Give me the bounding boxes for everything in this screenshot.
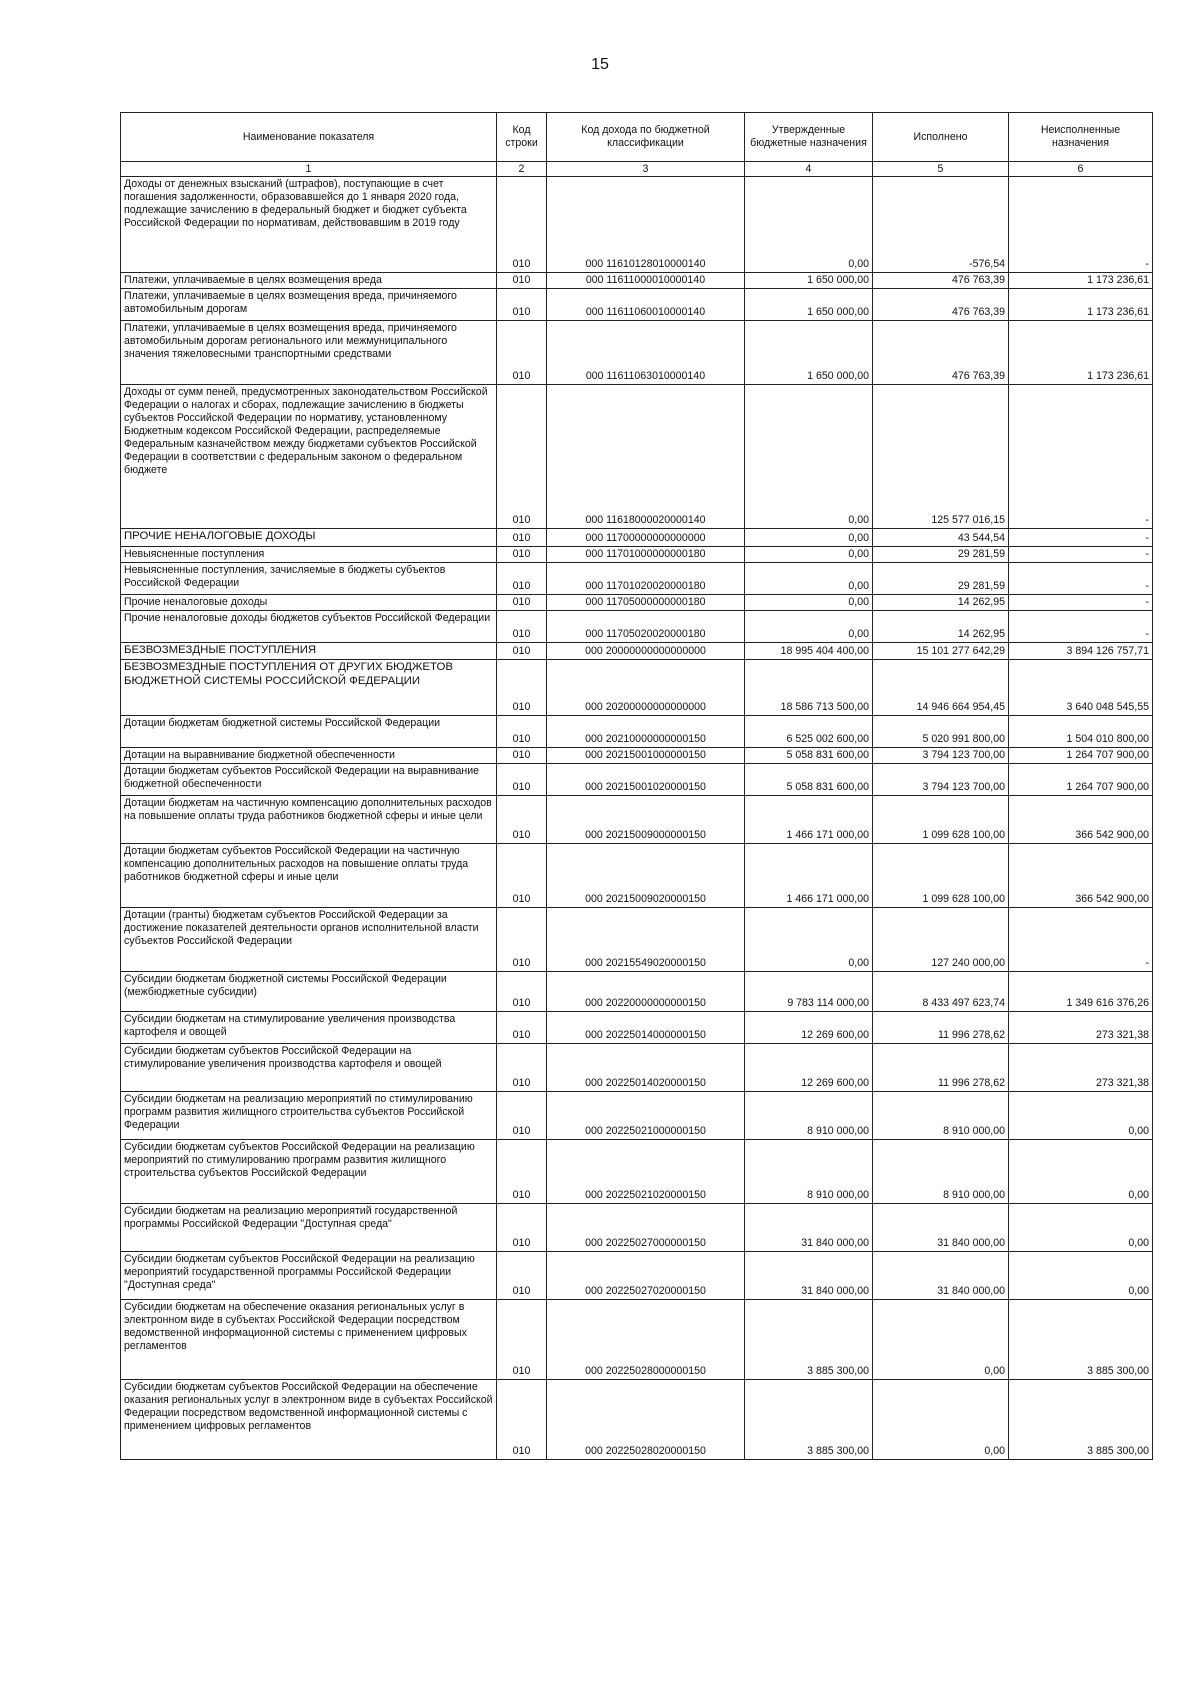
income-code: 000 11611060010000140 [547,289,745,321]
indicator-name: Доходы от сумм пеней, предусмотренных законодательством Российской Федерации о налогах и сборах, подлежащие зачислению в бюджеты субъектов Российской Федерации по нормативу, установленному Бюджетным кодексом Российской Федерации, распределяемые Федеральным казначейством между бюджетами субъектов Российской Федерации в соответствии с федеральным законом о федеральном бюджете [121,385,497,529]
income-code: 000 20215009000000150 [547,796,745,844]
table-row [121,1012,1153,1044]
unexecuted-amount: - [1009,611,1153,643]
income-code: 000 20225014020000150 [547,1044,745,1092]
column-number-row [121,162,1153,177]
column-number: 1 [121,162,497,177]
line-code: 010 [497,529,547,547]
approved-amount: 5 058 831 600,00 [745,764,873,796]
unexecuted-amount: 3 894 126 757,71 [1009,643,1153,660]
executed-amount: 3 794 123 700,00 [873,748,1009,764]
header-line-code: Код строки [497,113,547,162]
table-row [121,844,1153,908]
income-code: 000 20225014000000150 [547,1012,745,1044]
approved-amount: 0,00 [745,177,873,273]
unexecuted-amount: - [1009,908,1153,972]
unexecuted-amount: - [1009,547,1153,563]
approved-amount: 18 586 713 500,00 [745,660,873,716]
executed-amount: 1 099 628 100,00 [873,844,1009,908]
indicator-name: Платежи, уплачиваемые в целях возмещения вреда [121,273,497,289]
executed-amount: 43 544,54 [873,529,1009,547]
column-number: 4 [745,162,873,177]
executed-amount: 29 281,59 [873,563,1009,595]
line-code: 010 [497,563,547,595]
table-row [121,660,1153,716]
table-body [121,177,1153,1460]
indicator-name: Прочие неналоговые доходы [121,595,497,611]
table-header [121,113,1153,177]
indicator-name: Невыясненные поступления, зачисляемые в бюджеты субъектов Российской Федерации [121,563,497,595]
unexecuted-amount: 1 504 010 800,00 [1009,716,1153,748]
line-code: 010 [497,1252,547,1300]
approved-amount: 31 840 000,00 [745,1252,873,1300]
table-row [121,764,1153,796]
unexecuted-amount: 0,00 [1009,1140,1153,1204]
unexecuted-amount: - [1009,385,1153,529]
executed-amount: 3 794 123 700,00 [873,764,1009,796]
line-code: 010 [497,972,547,1012]
indicator-name: Прочие неналоговые доходы бюджетов субъектов Российской Федерации [121,611,497,643]
approved-amount: 1 466 171 000,00 [745,844,873,908]
executed-amount: 0,00 [873,1300,1009,1380]
income-code: 000 11618000020000140 [547,385,745,529]
line-code: 010 [497,660,547,716]
indicator-name: ПРОЧИЕ НЕНАЛОГОВЫЕ ДОХОДЫ [121,529,497,547]
column-number: 6 [1009,162,1153,177]
approved-amount: 0,00 [745,908,873,972]
income-code: 000 11700000000000000 [547,529,745,547]
unexecuted-amount: 273 321,38 [1009,1012,1153,1044]
table-row [121,643,1153,660]
approved-amount: 0,00 [745,563,873,595]
table-row [121,748,1153,764]
indicator-name: Дотации бюджетам субъектов Российской Федерации на выравнивание бюджетной обеспеченности [121,764,497,796]
income-code: 000 20215549020000150 [547,908,745,972]
approved-amount: 12 269 600,00 [745,1012,873,1044]
line-code: 010 [497,385,547,529]
line-code: 010 [497,1300,547,1380]
table-row [121,289,1153,321]
unexecuted-amount: 0,00 [1009,1092,1153,1140]
unexecuted-amount: 366 542 900,00 [1009,796,1153,844]
unexecuted-amount: 3 640 048 545,55 [1009,660,1153,716]
line-code: 010 [497,611,547,643]
executed-amount: 31 840 000,00 [873,1204,1009,1252]
line-code: 010 [497,1012,547,1044]
income-code: 000 11611000010000140 [547,273,745,289]
unexecuted-amount: 1 264 707 900,00 [1009,748,1153,764]
line-code: 010 [497,1140,547,1204]
income-code: 000 20225028020000150 [547,1380,745,1460]
column-number: 5 [873,162,1009,177]
line-code: 010 [497,796,547,844]
indicator-name: Субсидии бюджетам субъектов Российской Федерации на реализацию мероприятий по стимулированию программ развития жилищного строительства субъектов Российской Федерации [121,1140,497,1204]
table-row [121,595,1153,611]
line-code: 010 [497,643,547,660]
executed-amount: 14 946 664 954,45 [873,660,1009,716]
income-code: 000 11611063010000140 [547,321,745,385]
line-code: 010 [497,321,547,385]
table-row [121,273,1153,289]
indicator-name: Доходы от денежных взысканий (штрафов), поступающие в счет погашения задолженности, образовавшейся до 1 января 2020 года, подлежащие зачислению в федеральный бюджет и бюджет субъекта Российской Федерации по нормативам, действовавшим в 2019 году [121,177,497,273]
indicator-name: Субсидии бюджетам на обеспечение оказания региональных услуг в электронном виде в субъектах Российской Федерации посредством ведомственной информационной системы с применением цифровых регламентов [121,1300,497,1380]
column-number: 3 [547,162,745,177]
approved-amount: 0,00 [745,529,873,547]
income-code: 000 11701000000000180 [547,547,745,563]
table-row [121,321,1153,385]
income-code: 000 20210000000000150 [547,716,745,748]
indicator-name: БЕЗВОЗМЕЗДНЫЕ ПОСТУПЛЕНИЯ ОТ ДРУГИХ БЮДЖЕТОВ БЮДЖЕТНОЙ СИСТЕМЫ РОССИЙСКОЙ ФЕДЕРАЦИИ [121,660,497,716]
unexecuted-amount: 0,00 [1009,1204,1153,1252]
line-code: 010 [497,716,547,748]
executed-amount: 29 281,59 [873,547,1009,563]
approved-amount: 8 910 000,00 [745,1092,873,1140]
approved-amount: 0,00 [745,547,873,563]
approved-amount: 0,00 [745,595,873,611]
approved-amount: 12 269 600,00 [745,1044,873,1092]
table-row [121,1252,1153,1300]
unexecuted-amount: 1 173 236,61 [1009,289,1153,321]
table-row [121,385,1153,529]
table-row [121,1300,1153,1380]
line-code: 010 [497,908,547,972]
header-approved: Утвержденные бюджетные назначения [745,113,873,162]
approved-amount: 18 995 404 400,00 [745,643,873,660]
line-code: 010 [497,1044,547,1092]
unexecuted-amount: 1 349 616 376,26 [1009,972,1153,1012]
table-row [121,1044,1153,1092]
indicator-name: Дотации бюджетам бюджетной системы Российской Федерации [121,716,497,748]
indicator-name: БЕЗВОЗМЕЗДНЫЕ ПОСТУПЛЕНИЯ [121,643,497,660]
income-code: 000 20225027020000150 [547,1252,745,1300]
unexecuted-amount: 273 321,38 [1009,1044,1153,1092]
approved-amount: 1 650 000,00 [745,321,873,385]
line-code: 010 [497,177,547,273]
executed-amount: 476 763,39 [873,273,1009,289]
income-code: 000 11610128010000140 [547,177,745,273]
indicator-name: Субсидии бюджетам на реализацию мероприятий по стимулированию программ развития жилищного строительства субъектов Российской Федерации [121,1092,497,1140]
income-code: 000 20225027000000150 [547,1204,745,1252]
approved-amount: 5 058 831 600,00 [745,748,873,764]
indicator-name: Платежи, уплачиваемые в целях возмещения вреда, причиняемого автомобильным дорогам регионального или межмуниципального значения тяжеловесными транспортными средствами [121,321,497,385]
executed-amount: 8 910 000,00 [873,1140,1009,1204]
income-code: 000 20225028000000150 [547,1300,745,1380]
table-row [121,611,1153,643]
line-code: 010 [497,595,547,611]
indicator-name: Субсидии бюджетам субъектов Российской Федерации на реализацию мероприятий государственной программы Российской Федерации "Доступная среда" [121,1252,497,1300]
executed-amount: 14 262,95 [873,611,1009,643]
income-code: 000 20000000000000000 [547,643,745,660]
executed-amount: 0,00 [873,1380,1009,1460]
executed-amount: 5 020 991 800,00 [873,716,1009,748]
approved-amount: 0,00 [745,385,873,529]
table-row [121,177,1153,273]
line-code: 010 [497,1380,547,1460]
line-code: 010 [497,273,547,289]
unexecuted-amount: 0,00 [1009,1252,1153,1300]
indicator-name: Дотации бюджетам субъектов Российской Федерации на частичную компенсацию дополнительных расходов на повышение оплаты труда работников бюджетной сферы и иные цели [121,844,497,908]
indicator-name: Субсидии бюджетам на реализацию мероприятий государственной программы Российской Федерации "Доступная среда" [121,1204,497,1252]
line-code: 010 [497,764,547,796]
executed-amount: 8 433 497 623,74 [873,972,1009,1012]
indicator-name: Платежи, уплачиваемые в целях возмещения вреда, причиняемого автомобильным дорогам [121,289,497,321]
unexecuted-amount: 1 173 236,61 [1009,273,1153,289]
approved-amount: 8 910 000,00 [745,1140,873,1204]
table-row [121,1092,1153,1140]
executed-amount: 8 910 000,00 [873,1092,1009,1140]
column-number: 2 [497,162,547,177]
line-code: 010 [497,844,547,908]
executed-amount: 11 996 278,62 [873,1044,1009,1092]
income-code: 000 20200000000000000 [547,660,745,716]
executed-amount: 476 763,39 [873,321,1009,385]
income-code: 000 11705020020000180 [547,611,745,643]
indicator-name: Невыясненные поступления [121,547,497,563]
page-number: 15 [591,56,609,73]
unexecuted-amount: 366 542 900,00 [1009,844,1153,908]
indicator-name: Субсидии бюджетам субъектов Российской Федерации на стимулирование увеличения производства картофеля и овощей [121,1044,497,1092]
line-code: 010 [497,1204,547,1252]
income-code: 000 11705000000000180 [547,595,745,611]
approved-amount: 3 885 300,00 [745,1300,873,1380]
executed-amount: 1 099 628 100,00 [873,796,1009,844]
executed-amount: 125 577 016,15 [873,385,1009,529]
unexecuted-amount: 1 264 707 900,00 [1009,764,1153,796]
table-row [121,529,1153,547]
unexecuted-amount: - [1009,529,1153,547]
indicator-name: Субсидии бюджетам на стимулирование увеличения производства картофеля и овощей [121,1012,497,1044]
indicator-name: Дотации бюджетам на частичную компенсацию дополнительных расходов на повышение оплаты труда работников бюджетной сферы и иные цели [121,796,497,844]
table-row [121,547,1153,563]
income-code: 000 20215001020000150 [547,764,745,796]
executed-amount: -576,54 [873,177,1009,273]
income-code: 000 20225021020000150 [547,1140,745,1204]
table-row [121,972,1153,1012]
header-executed: Исполнено [873,113,1009,162]
executed-amount: 11 996 278,62 [873,1012,1009,1044]
income-code: 000 20215009020000150 [547,844,745,908]
income-code: 000 11701020020000180 [547,563,745,595]
indicator-name: Дотации на выравнивание бюджетной обеспеченности [121,748,497,764]
table-row [121,796,1153,844]
income-code: 000 20225021000000150 [547,1092,745,1140]
table-row [121,1380,1153,1460]
indicator-name: Дотации (гранты) бюджетам субъектов Российской Федерации за достижение показателей деятельности органов исполнительной власти субъектов Российской Федерации [121,908,497,972]
header-row [121,113,1153,162]
income-code: 000 20220000000000150 [547,972,745,1012]
approved-amount: 1 650 000,00 [745,273,873,289]
line-code: 010 [497,1092,547,1140]
approved-amount: 0,00 [745,611,873,643]
approved-amount: 1 650 000,00 [745,289,873,321]
approved-amount: 6 525 002 600,00 [745,716,873,748]
approved-amount: 9 783 114 000,00 [745,972,873,1012]
unexecuted-amount: 1 173 236,61 [1009,321,1153,385]
executed-amount: 127 240 000,00 [873,908,1009,972]
approved-amount: 3 885 300,00 [745,1380,873,1460]
header-unexecuted: Неисполненные назначения [1009,113,1153,162]
executed-amount: 14 262,95 [873,595,1009,611]
table-row [121,563,1153,595]
executed-amount: 31 840 000,00 [873,1252,1009,1300]
unexecuted-amount: - [1009,563,1153,595]
budget-execution-table [120,112,1153,1460]
line-code: 010 [497,748,547,764]
line-code: 010 [497,547,547,563]
executed-amount: 476 763,39 [873,289,1009,321]
approved-amount: 1 466 171 000,00 [745,796,873,844]
unexecuted-amount: - [1009,595,1153,611]
table-row [121,1140,1153,1204]
approved-amount: 31 840 000,00 [745,1204,873,1252]
unexecuted-amount: 3 885 300,00 [1009,1380,1153,1460]
income-code: 000 20215001000000150 [547,748,745,764]
indicator-name: Субсидии бюджетам субъектов Российской Федерации на обеспечение оказания региональных услуг в электронном виде в субъектах Российской Федерации посредством ведомственной информационной системы с применением цифровых регламентов [121,1380,497,1460]
line-code: 010 [497,289,547,321]
unexecuted-amount: 3 885 300,00 [1009,1300,1153,1380]
header-indicator-name: Наименование показателя [121,113,497,162]
executed-amount: 15 101 277 642,29 [873,643,1009,660]
unexecuted-amount: - [1009,177,1153,273]
table-row [121,1204,1153,1252]
header-income-code: Код дохода по бюджетной классификации [547,113,745,162]
table-row [121,908,1153,972]
indicator-name: Субсидии бюджетам бюджетной системы Российской Федерации (межбюджетные субсидии) [121,972,497,1012]
table-row [121,716,1153,748]
